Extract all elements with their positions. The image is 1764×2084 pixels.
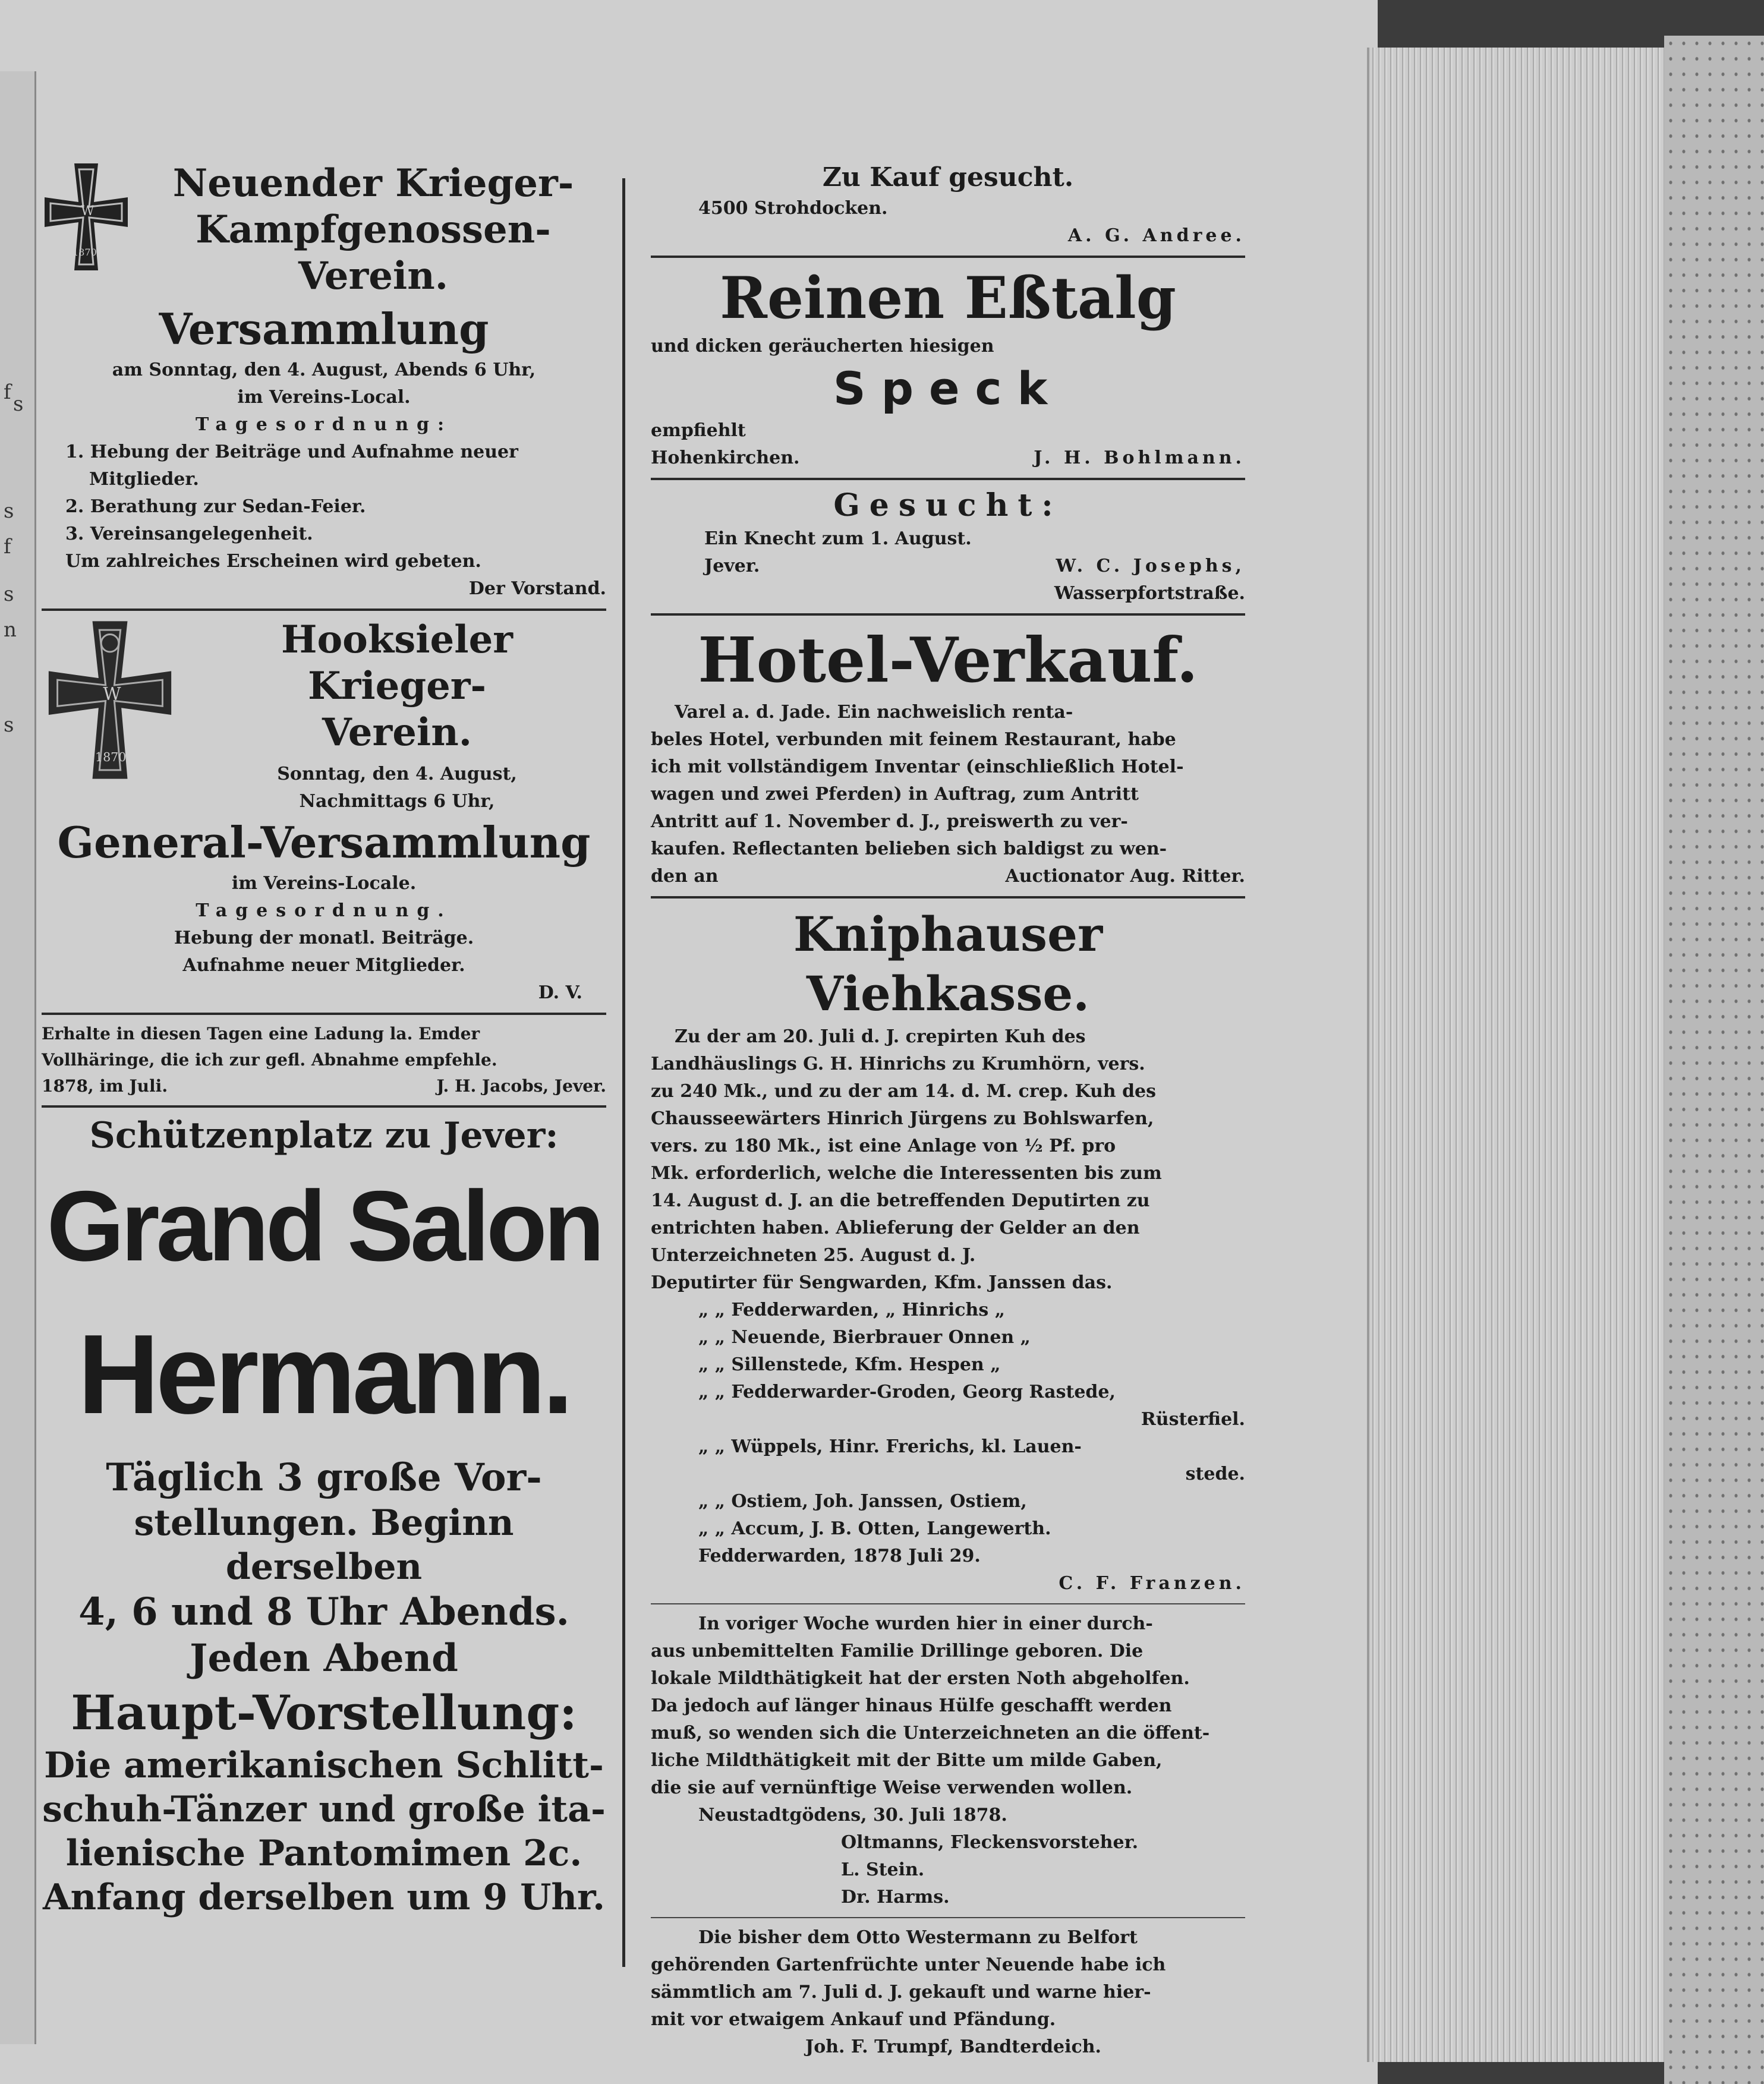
ad-text: beles Hotel, verbunden mit feinem Restaurant, habe (651, 729, 1176, 750)
ad-text: kaufen. Reflectanten belieben sich baldigst zu wen- (651, 838, 1167, 859)
ad-text: wagen und zwei Pferden) in Auftrag, zum Antritt (651, 784, 1139, 805)
deputy-line: „ „ Sillenstede, Kfm. Hespen „ (698, 1354, 1001, 1375)
agenda-item: Hebung der monatl. Beiträge. (174, 928, 474, 948)
ad-text: Vollhäringe, die ich zur gefl. Abnahme empfehle. (42, 1050, 497, 1070)
ad-text: sämmtlich am 7. Juli d. J. gekauft und warne hier- (651, 1982, 1151, 2003)
divider (42, 609, 606, 611)
ad-text: mit vor etwaigem Ankauf und Pfändung. (651, 2009, 1056, 2030)
ad-text: die sie auf vernünftige Weise verwenden wollen. (651, 1777, 1133, 1798)
divider (42, 1105, 606, 1108)
deputy-line: „ „ Fedderwarden, „ Hinrichs „ (698, 1300, 1005, 1320)
event-place: im Vereins-Local. (237, 387, 411, 408)
agenda-item: Mitglieder. (89, 469, 199, 490)
ad-gesucht (651, 486, 1245, 607)
ad-text: 14. August d. J. an die betreffenden Deputirten zu (651, 1190, 1150, 1211)
ad-text: Da jedoch auf länger hinaus Hülfe geschafft werden (651, 1695, 1172, 1716)
margin-mark: s (4, 499, 14, 523)
ad-viehkasse (651, 904, 1245, 1597)
ad-text: zu 240 Mk., und zu der am 14. d. M. crep. Kuh des (651, 1081, 1157, 1102)
ad-title: Kniphauser Viehkasse. (793, 906, 1103, 1021)
signature: Dr. Harms. (841, 1887, 950, 1908)
ad-text: stellungen. Beginn derselben (134, 1502, 514, 1588)
deputy-line: Deputirter für Sengwarden, Kfm. Janssen das. (651, 1272, 1113, 1293)
ad-text: Erhalte in diesen Tagen eine Ladung la. Emder (42, 1024, 480, 1043)
salon-title: Grand Salon (46, 1170, 601, 1282)
signature: Joh. F. Trumpf, Bandterdeich. (805, 2036, 1102, 2057)
divider (651, 478, 1245, 480)
ad-text: aus unbemittelten Familie Drillinge geboren. Die (651, 1641, 1144, 1661)
ad-text: lokale Mildthätigkeit hat der ersten Noth abgeholfen. (651, 1668, 1190, 1689)
ad-title: Reinen Eßtalg (720, 264, 1176, 332)
event-title: Versammlung (159, 304, 489, 354)
ad-text: entrichten haben. Ablieferung der Gelder an den (651, 1218, 1140, 1238)
signature: C. F. Franzen. (1059, 1573, 1245, 1594)
ad-text: ich mit vollständigem Inventar (einschließlich Hotel- (651, 756, 1184, 777)
ad-place-heading: Schützenplatz zu Jever: (89, 1115, 559, 1156)
ad-title: Neuender Krieger- (172, 161, 574, 206)
svg-text:W: W (103, 684, 121, 704)
signature: W. C. Josephs, (1056, 556, 1245, 576)
signature: Der Vorstand. (468, 578, 606, 599)
ad-place: Jever. (704, 556, 760, 576)
ad-title: Gesucht: (833, 487, 1063, 524)
right-column (651, 160, 1245, 2057)
agenda-item: 1. Hebung der Beiträge und Aufnahme neuer (65, 442, 518, 462)
ad-text: liche Mildthätigkeit mit der Bitte um milde Gaben, (651, 1750, 1163, 1771)
ad-esstalg (651, 264, 1245, 472)
ad-text: Landhäuslings G. H. Hinrichs zu Krumhörn, vers. (651, 1054, 1145, 1074)
margin-mark: s (13, 392, 24, 416)
signature: L. Stein. (841, 1859, 925, 1880)
ad-date: 1878, im Juli. (42, 1076, 168, 1096)
margin-mark: n (4, 618, 17, 642)
deputy-line: „ „ Fedderwarder-Groden, Georg Rastede, (698, 1382, 1116, 1402)
ad-title: Hotel-Verkauf. (698, 623, 1198, 696)
divider (651, 1603, 1245, 1604)
signature: J. H. Bohlmann. (1034, 447, 1245, 468)
deputy-line: „ „ Neuende, Bierbrauer Onnen „ (698, 1327, 1031, 1348)
deputy-line: „ „ Ostiem, Joh. Janssen, Ostiem, (698, 1491, 1027, 1512)
ad-text: Ein Knecht zum 1. August. (704, 528, 972, 549)
ad-title: Hooksieler Krieger- (281, 617, 513, 708)
signature: A. G. Andree. (1067, 225, 1245, 246)
ad-title: Kampfgenossen-Verein. (196, 207, 551, 298)
agenda-item: 2. Berathung zur Sedan-Feier. (65, 496, 366, 517)
ad-text: gehörenden Gartenfrüchte unter Neuende habe ich (651, 1954, 1166, 1975)
event-date: am Sonntag, den 4. August, Abends 6 Uhr, (112, 360, 536, 380)
emblem-year: 1870 (94, 750, 127, 765)
ad-text: Varel a. d. Jade. Ein nachweislich renta- (675, 702, 1073, 723)
ad-neuende-krieger (42, 160, 606, 603)
event-place: im Vereins-Locale. (231, 873, 417, 894)
product-name: Speck (833, 362, 1063, 415)
signature: J. H. Jacobs, Jever. (436, 1076, 606, 1096)
margin-mark: s (4, 582, 14, 606)
agenda-heading: Tagesordnung: (195, 414, 453, 435)
ad-address: Wasserpfortstraße. (1054, 583, 1245, 604)
ad-text: Die amerikanischen Schlitt- (44, 1745, 604, 1786)
event-time: Nachmittags 6 Uhr, (299, 791, 495, 812)
emblem-year: 1870 (73, 247, 97, 258)
book-cover (1664, 36, 1764, 2084)
divider (651, 896, 1245, 898)
agenda-heading: Tagesordnung. (196, 900, 452, 921)
left-column (42, 160, 606, 2014)
ad-text: empfiehlt (651, 420, 746, 441)
event-title: General-Versammlung (57, 817, 591, 868)
svg-text:W: W (81, 204, 94, 219)
ad-text: und dicken geräucherten hiesigen (651, 336, 994, 357)
ad-date: Neustadtgödens, 30. Juli 1878. (698, 1805, 1007, 1826)
ad-text: Antritt auf 1. November d. J., preiswerth zu ver- (651, 811, 1128, 832)
ad-text: vers. zu 180 Mk., ist eine Anlage von ½ Pf. pro (651, 1136, 1116, 1156)
divider (651, 613, 1245, 616)
previous-page-edge (0, 71, 36, 2044)
divider (651, 256, 1245, 258)
ad-zu-kauf (651, 160, 1245, 250)
ad-jacobs-herring (42, 1021, 606, 1099)
divider (651, 1917, 1245, 1918)
margin-mark: f (4, 535, 11, 559)
appeal-text: Um zahlreiches Erscheinen wird gebeten. (65, 551, 481, 572)
signature: Auctionator Aug. Ritter. (1005, 866, 1245, 887)
ad-place: Hohenkirchen. (651, 447, 800, 468)
ad-text: 4, 6 und 8 Uhr Abends. (78, 1590, 569, 1634)
ad-text: den an (651, 866, 719, 887)
ad-text: In voriger Woche wurden hier in einer durch- (698, 1613, 1153, 1634)
ad-text: Zu der am 20. Juli d. J. crepirten Kuh des (675, 1026, 1086, 1047)
ad-hooksiel-krieger (42, 617, 606, 1007)
divider (42, 1013, 606, 1015)
ad-text: Chausseewärters Hinrich Jürgens zu Bohlswarfen, (651, 1108, 1154, 1129)
book-page-edges (1367, 48, 1667, 2062)
margin-mark: f (4, 380, 11, 404)
ad-text: 4500 Strohdocken. (698, 198, 888, 219)
iron-cross-icon (42, 160, 131, 273)
iron-cross-icon (42, 617, 178, 783)
agenda-item: 3. Vereinsangelegenheit. (65, 524, 313, 544)
ad-grand-salon (42, 1114, 606, 1919)
signature: Oltmanns, Fleckensvorsteher. (841, 1832, 1139, 1853)
ad-highlight: Haupt-Vorstellung: (71, 1685, 577, 1741)
ad-text: Die bisher dem Otto Westermann zu Belfort (698, 1927, 1138, 1948)
column-rule (622, 178, 625, 1967)
ad-text: Jeden Abend (190, 1636, 458, 1681)
ad-text: lienische Pantomimen 2c. (65, 1833, 582, 1874)
ad-text: Täglich 3 große Vor- (106, 1455, 542, 1500)
ad-title: Zu Kauf gesucht. (822, 162, 1074, 193)
ad-date: Fedderwarden, 1878 Juli 29. (698, 1546, 981, 1566)
margin-mark: s (4, 713, 14, 737)
ad-hotel-verkauf (651, 622, 1245, 890)
event-date: Sonntag, den 4. August, (277, 764, 517, 784)
deputy-line: stede. (1185, 1464, 1245, 1484)
deputy-line: Rüsterfiel. (1141, 1409, 1245, 1430)
ad-drillinge (651, 1610, 1245, 1911)
signature: D. V. (538, 982, 582, 1003)
deputy-line: „ „ Wüppels, Hinr. Frerichs, kl. Lauen- (698, 1436, 1082, 1457)
ad-title: Verein. (322, 710, 472, 755)
ad-text: Mk. erforderlich, welche die Interessenten bis zum (651, 1163, 1162, 1184)
agenda-item: Aufnahme neuer Mitglieder. (182, 955, 465, 976)
ad-text: Unterzeichneten 25. August d. J. (651, 1245, 976, 1266)
deputy-line: „ „ Accum, J. B. Otten, Langewerth. (698, 1518, 1051, 1539)
ad-text: schuh-Tänzer und große ita- (42, 1789, 606, 1830)
salon-name: Hermann. (77, 1311, 571, 1437)
ad-westermann (651, 1924, 1245, 2061)
ad-text: muß, so wenden sich die Unterzeichneten an die öffent- (651, 1723, 1210, 1744)
ad-text: Anfang derselben um 9 Uhr. (42, 1877, 606, 1918)
